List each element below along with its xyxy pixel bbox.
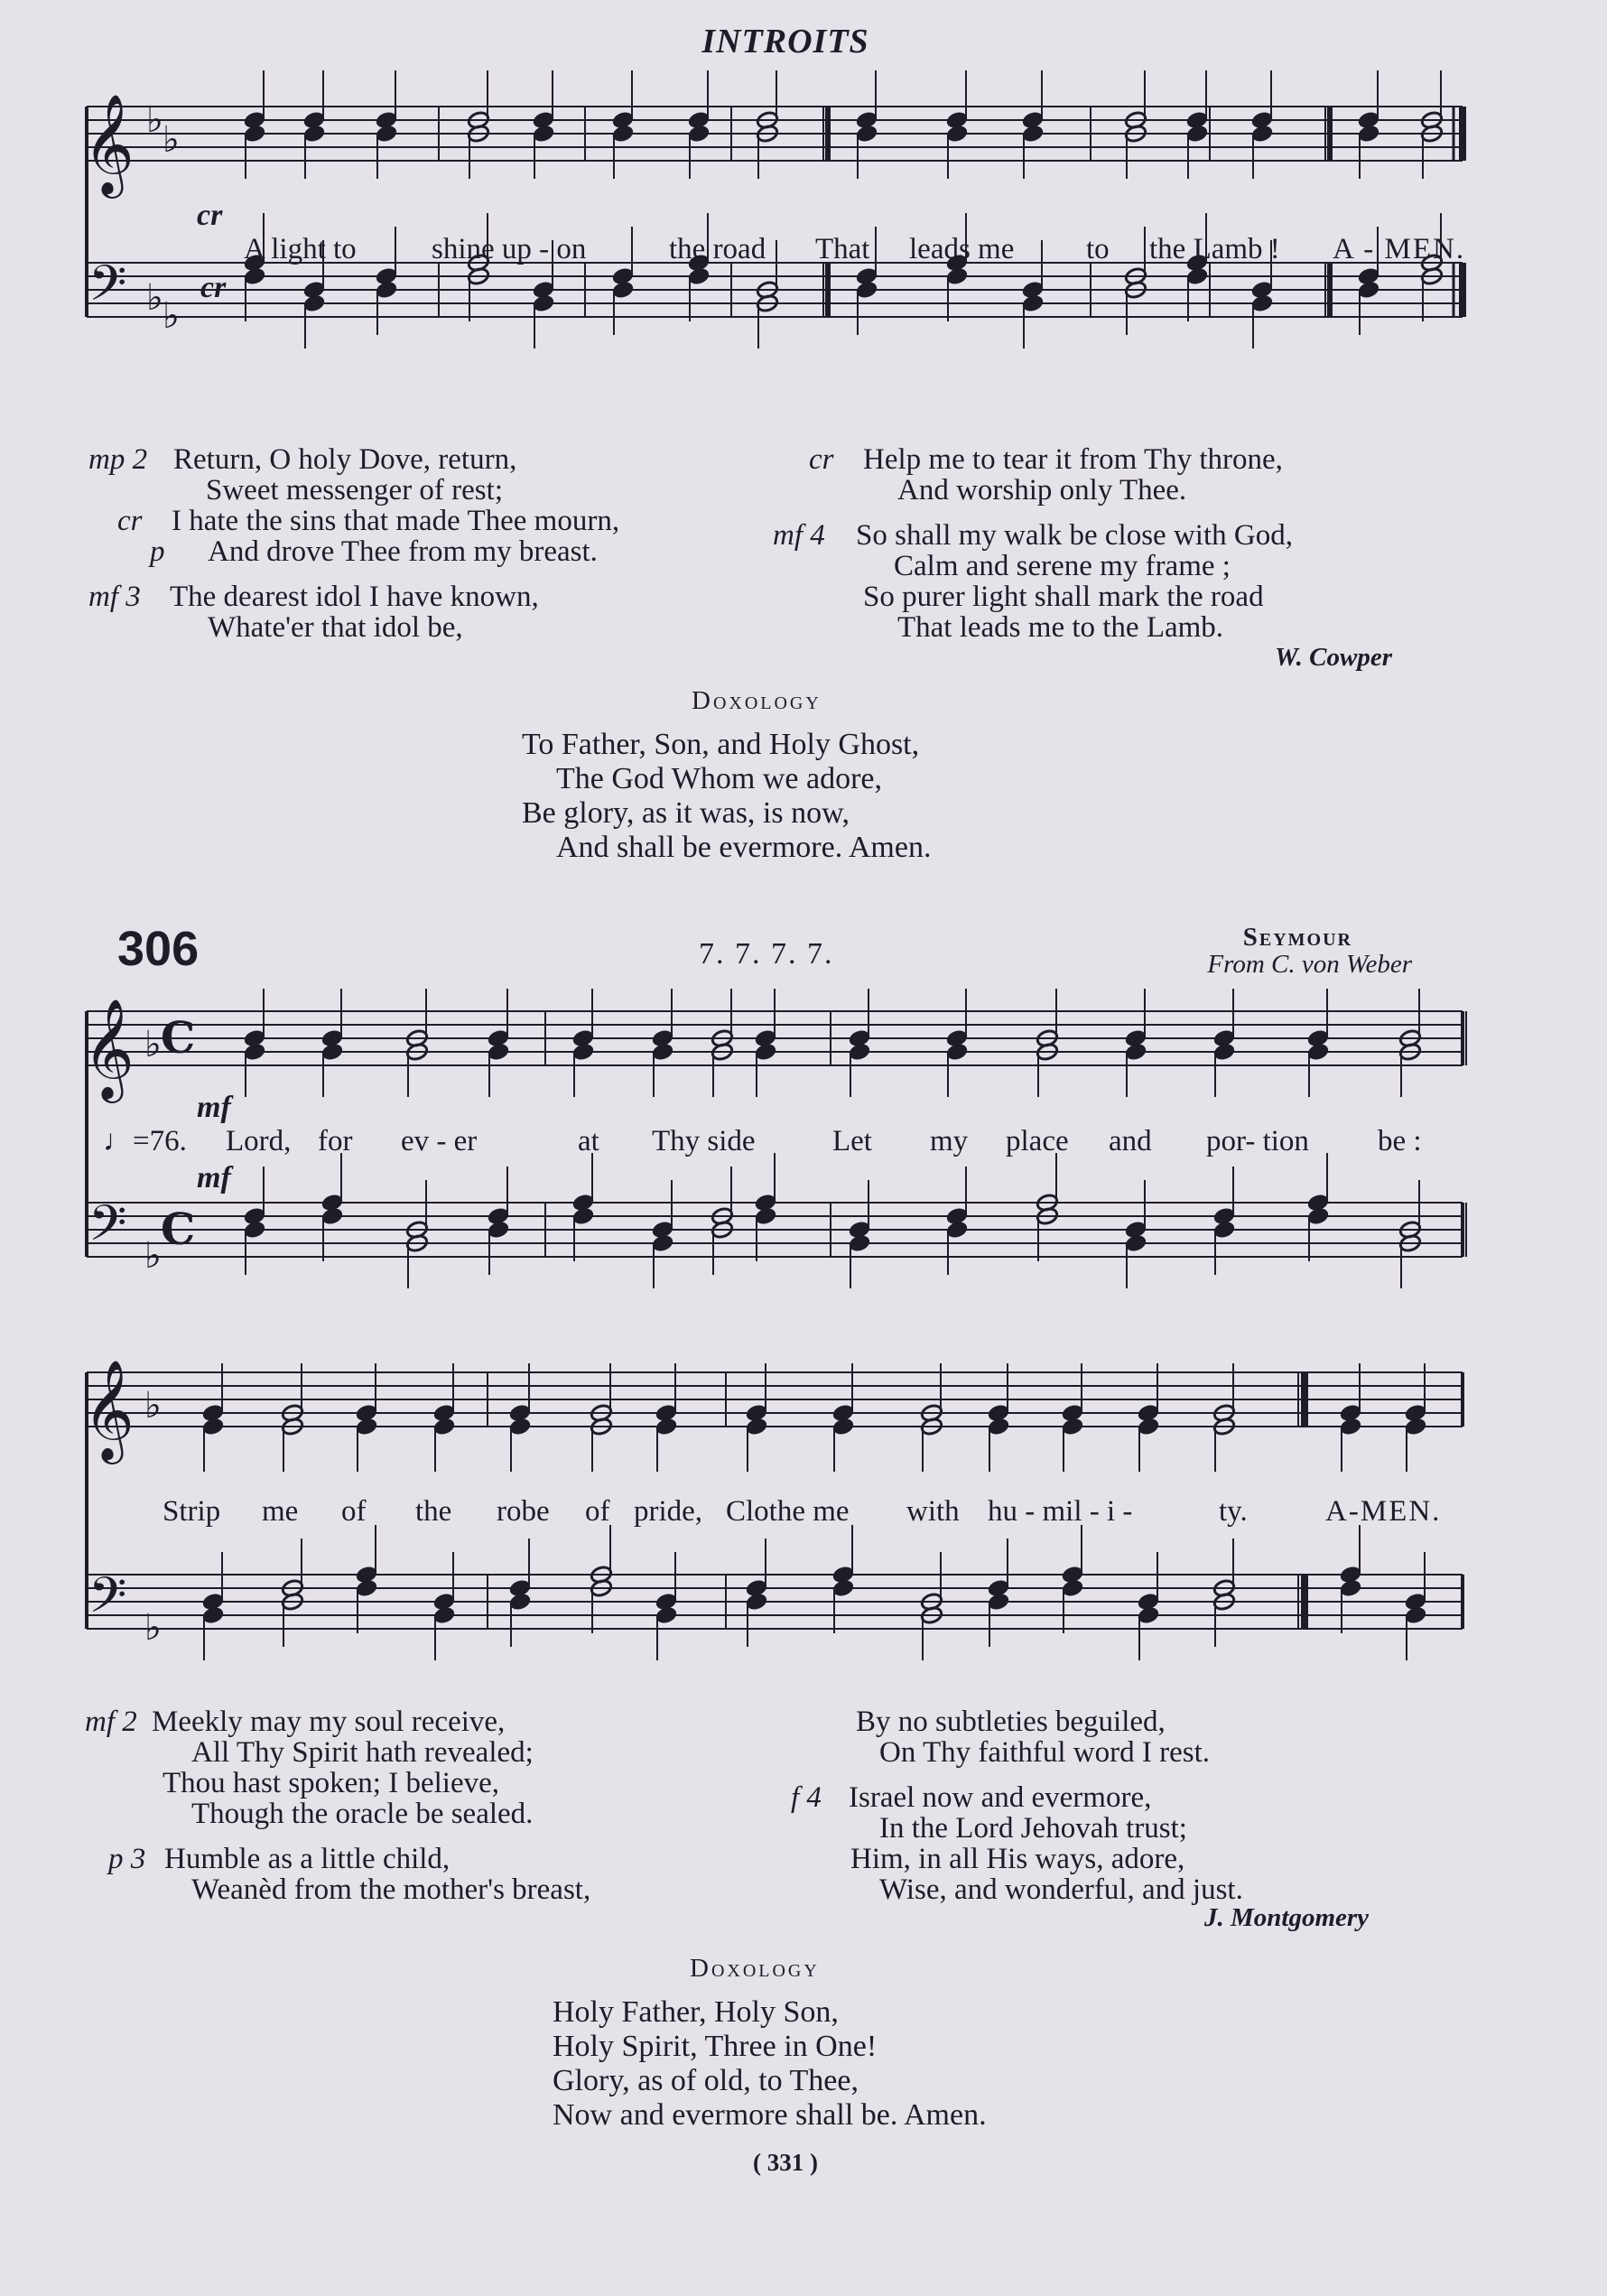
hymn-number: 306 (117, 922, 200, 976)
flat-icon: ♭ (163, 295, 180, 337)
lyric-syllable: hu - mil - i - (988, 1495, 1133, 1528)
doxology-title: Doxology (692, 686, 822, 715)
stanza-line: Wise, and wonderful, and just. (879, 1873, 1243, 1906)
hymn-meter: 7. 7. 7. 7. (699, 937, 834, 971)
lyric-syllable: shine up - on (432, 233, 587, 265)
lyric-syllable: por- tion (1206, 1125, 1309, 1157)
lyric-syllable: ty. (1219, 1495, 1248, 1528)
dynamic-bass: cr (200, 271, 227, 304)
flat-icon: ♭ (144, 1024, 162, 1065)
lyric-syllable: my (930, 1125, 969, 1157)
time-signature: C (161, 1013, 196, 1064)
lyric-syllable: the Lamb ! (1149, 233, 1280, 265)
stanza-line: So purer light shall mark the road (863, 581, 1264, 613)
lyric-syllable: A-MEN. (1325, 1495, 1442, 1528)
tune-name: Seymour (1242, 923, 1352, 952)
lyric-syllable: me (262, 1495, 299, 1528)
stanza-line: All Thy Spirit hath revealed; (191, 1736, 534, 1769)
treble-clef-icon: 𝄞 (83, 998, 135, 1099)
lyric-syllable: place (1006, 1125, 1069, 1157)
dynamic-bass: mf (197, 1161, 231, 1194)
lyric-syllable: leads me (909, 233, 1015, 265)
treble-clef-icon: 𝄞 (83, 93, 135, 194)
lyric-syllable: ev - er (401, 1125, 478, 1157)
lyric-syllable: to (1086, 233, 1110, 265)
lyric-syllable: the road (669, 233, 766, 265)
dynamic-mark: p 3 (108, 1843, 146, 1875)
stanza-line: And worship only Thee. (897, 474, 1187, 507)
doxology-line: Now and evermore shall be. Amen. (553, 2098, 987, 2132)
lyric-syllable: of (585, 1495, 610, 1528)
flat-icon: ♭ (144, 1385, 162, 1427)
doxology-line: Glory, as of old, to Thee, (553, 2064, 859, 2097)
bass-clef-icon: 𝄢 (88, 1566, 127, 1636)
stanzas-306-left (0, 1706, 794, 1905)
flat-icon: ♭ (146, 99, 163, 141)
stanza-line: The dearest idol I have known, (170, 581, 539, 613)
bass-clef-icon: 𝄢 (88, 1194, 127, 1264)
dynamic-mark: cr (117, 505, 143, 537)
flat-icon: ♭ (146, 277, 163, 319)
dynamic-treble: cr (197, 199, 223, 232)
doxology-line: And shall be evermore. Amen. (556, 831, 932, 864)
stanza-line: By no subtleties beguiled, (856, 1706, 1166, 1738)
stanza-line: Though the oracle be sealed. (191, 1798, 534, 1830)
lyric-syllable: A - MEN. (1333, 233, 1466, 265)
dynamic-mark: p (150, 535, 165, 568)
stanza-line: Weanèd from the mother's breast, (191, 1873, 591, 1906)
page-number: ( 331 ) (753, 2149, 818, 2176)
stanza-line: Israel now and evermore, (849, 1781, 1152, 1814)
lyric-syllable: Let (832, 1125, 872, 1157)
dynamic-mark: f 4 (791, 1781, 822, 1814)
stanzas-306-right (791, 1706, 1589, 1906)
stanza-line: Help me to tear it from Thy throne, (863, 443, 1283, 476)
stanza-line: On Thy faithful word I rest. (879, 1736, 1210, 1769)
stanza-line: Him, in all His ways, adore, (850, 1843, 1185, 1875)
dynamic-mark: mf 2 (85, 1706, 137, 1738)
tempo-marking: ♩=76. (103, 1125, 187, 1157)
lyric-syllable: with (906, 1495, 960, 1528)
doxology-line: Be glory, as it was, is now, (522, 796, 850, 830)
lyric-syllable: Thy side (652, 1125, 756, 1157)
dynamic-mark: cr (809, 443, 834, 476)
lyric-syllable: and (1109, 1125, 1152, 1157)
stanza-line: Sweet messenger of rest; (206, 474, 503, 507)
flat-icon: ♭ (144, 1607, 162, 1649)
stanza-line: Thou hast spoken; I believe, (163, 1767, 499, 1799)
stanza-line: Return, O holy Dove, return, (173, 443, 517, 476)
flat-icon: ♭ (144, 1235, 162, 1277)
stanza-line: That leads me to the Lamb. (897, 611, 1224, 644)
treble-clef-icon: 𝄞 (83, 1359, 135, 1460)
stanza-line: So shall my walk be close with God, (856, 519, 1293, 552)
lyric-syllable: Strip (163, 1495, 221, 1528)
lyric-syllable: pride, (634, 1495, 703, 1528)
time-signature: C (161, 1204, 196, 1255)
doxology-line: Holy Father, Holy Son, (553, 1995, 839, 2029)
stanza-line: Meekly may my soul receive, (152, 1706, 506, 1738)
page-header: INTROITS (701, 23, 869, 60)
lyric-syllable: robe (497, 1495, 550, 1528)
dynamic-treble: mf (197, 1091, 231, 1124)
lyric-syllable: of (341, 1495, 367, 1528)
doxology-line: To Father, Son, and Holy Ghost, (522, 728, 920, 761)
lyric-syllable: the (415, 1495, 452, 1528)
bass-clef-icon: 𝄢 (88, 255, 127, 324)
stanza-line: In the Lord Jehovah trust; (879, 1812, 1187, 1845)
flat-icon: ♭ (163, 119, 180, 161)
dynamic-mark: mf 3 (88, 581, 141, 613)
doxology-title: Doxology (690, 1954, 820, 1983)
doxology-line: Holy Spirit, Three in One! (553, 2030, 878, 2063)
author-credit: J. Montgomery (1204, 1903, 1370, 1932)
dynamic-mark: mf 4 (773, 519, 825, 552)
lyric-syllable: be : (1378, 1125, 1422, 1157)
dynamic-mark: mp 2 (88, 443, 148, 476)
lyric-syllable: for (318, 1125, 353, 1157)
lyric-syllable: That (815, 233, 870, 265)
lyric-syllable: Lord, (226, 1125, 292, 1157)
doxology-line: The God Whom we adore, (556, 762, 882, 795)
tune-source: From C. von Weber (1207, 950, 1412, 979)
lyric-line-306-1 (0, 1125, 1607, 1161)
lyric-line-306-2 (0, 1495, 1607, 1531)
stanza-line: And drove Thee from my breast. (208, 535, 598, 568)
lyric-syllable: A light to (244, 233, 357, 265)
stanza-line: I hate the sins that made Thee mourn, (172, 505, 620, 537)
stanza-line: Whate'er that idol be, (208, 611, 463, 644)
author-credit: W. Cowper (1275, 643, 1392, 672)
stanza-line: Humble as a little child, (164, 1843, 451, 1875)
lyric-syllable: at (578, 1125, 599, 1157)
stanza-line: Calm and serene my frame ; (894, 550, 1231, 582)
lyric-syllable: Clothe me (726, 1495, 850, 1528)
